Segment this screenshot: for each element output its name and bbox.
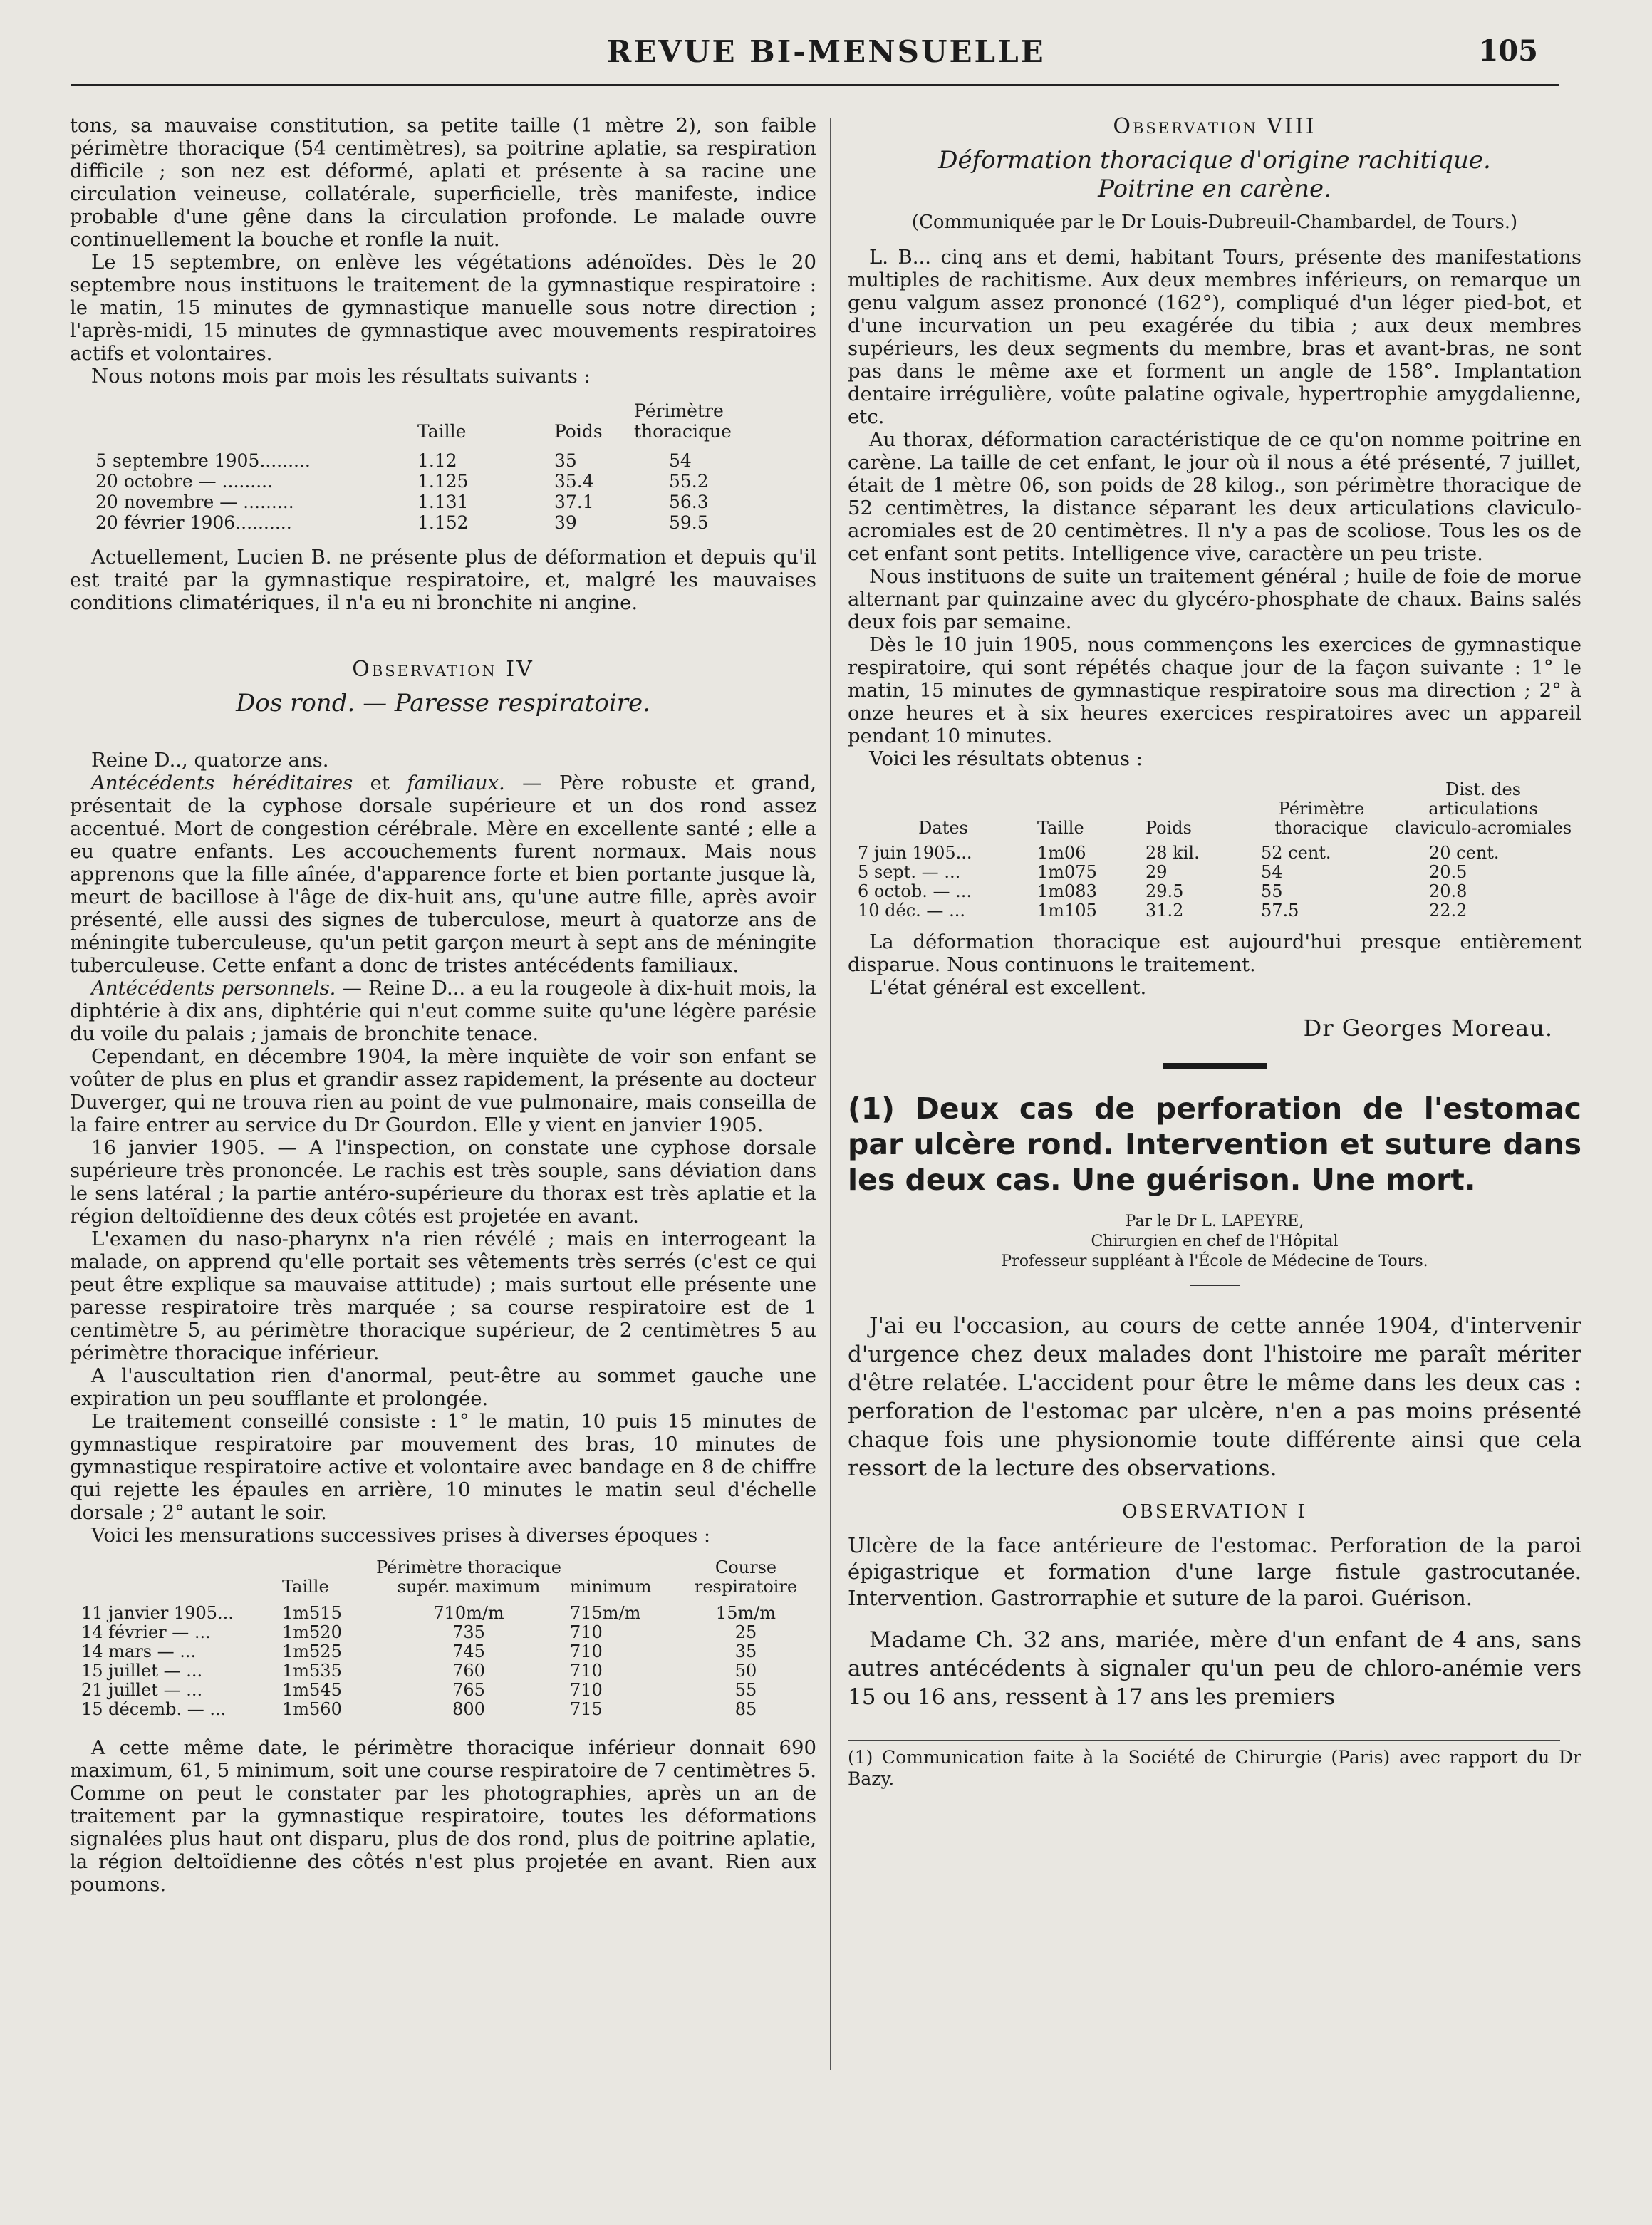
table-cell: 31.2 <box>1146 901 1184 920</box>
author-role: Chirurgien en chef de l'Hôpital <box>1091 1233 1339 1250</box>
table-header-cell: minimum <box>570 1577 652 1597</box>
page-header <box>71 34 1581 77</box>
table-cell: 1m560 <box>282 1699 342 1719</box>
table-cell: 59.5 <box>669 512 709 533</box>
italic-label: Antécédents personnels. <box>91 977 336 1000</box>
observation-subtitle: Dos rond. — Paresse respiratoire. <box>236 689 650 717</box>
table-cell: 54 <box>1261 862 1283 882</box>
table-header-cell: Poids <box>554 421 603 442</box>
table-header-row <box>91 400 804 442</box>
table-cell: 20 novembre — ......... <box>95 492 294 512</box>
paragraph: Dès le 10 juin 1905, nous commençons les exercices de gymnastique respiratoire, qui sont répétés chaque jour de la façon suivante : 1° le matin, 15 minutes de gymnastique respiratoire sous ma direction ; 2° à onze heures et à six heures exercices respiratoires avec un appareil pendant 10 minutes. <box>848 633 1581 747</box>
table-cell: 37.1 <box>554 492 594 512</box>
table-row <box>91 512 804 533</box>
table-cell: 1m06 <box>1037 843 1086 863</box>
paragraph: L'examen du naso-pharynx n'a rien révélé ; mais en interrogeant la malade, on apprend qu'elle portait ses vêtements très serrés (c'est ce qui peut être explique sa mauvaise attitude) ; mais surtout elle présente une paresse respiratoire très marquée ; sa course respiratoire est de 1 centimètre 5, au périmètre thoracique supérieur, de 2 centimètres 5 au périmètre thoracique inférieur. <box>70 1228 816 1364</box>
table-header-row <box>77 1558 818 1597</box>
table-cell: 20.5 <box>1429 862 1467 882</box>
table-row <box>91 450 804 471</box>
footnote: (1) Communication faite à la Société de Chirurgie (Paris) avec rapport du Dr Bazy. <box>848 1747 1581 1789</box>
subtitle-line: Déformation thoracique d'origine rachitique. <box>938 146 1491 175</box>
table-row <box>77 1681 818 1700</box>
table-cell: 20 octobre — ......... <box>95 471 274 492</box>
table-cell: 735 <box>452 1622 485 1642</box>
table-cell: 54 <box>669 450 692 471</box>
table-row <box>77 1642 818 1661</box>
paragraph: Actuellement, Lucien B. ne présente plus de déformation et depuis qu'il est traité par la gymnastique respiratoire, et, malgré les mauvaises conditions climatériques, il n'a eu ni bronchite ni angine. <box>70 546 816 614</box>
table-header-row <box>853 780 1580 838</box>
italic-label: Antécédents héréditaires <box>91 772 353 794</box>
paragraph: tons, sa mauvaise constitution, sa petite taille (1 mètre 2), son faible périmètre thoracique (54 centimètres), sa poitrine aplatie, sa respiration difficile ; son nez est déformé, aplati et présente à sa racine une circulation veineuse, collatérale, superficielle, très manifeste, indice probable d'une gêne dans la circulation profonde. Le malade ouvre continuellement la bouche et ronfle la nuit. <box>70 114 816 251</box>
paragraph: Madame Ch. 32 ans, mariée, mère d'un enfant de 4 ans, sans autres antécédents à signaler qu'un peu de chloro-anémie vers 15 ou 16 ans, ressent à 17 ans les premiers <box>848 1627 1581 1710</box>
table-cell: 35 <box>734 1641 757 1661</box>
table-row <box>853 863 1580 882</box>
table-lucien <box>91 400 804 533</box>
table-cell: 35 <box>554 450 577 471</box>
right-column <box>848 114 1581 1790</box>
table-cell: 800 <box>452 1699 485 1719</box>
left-column <box>70 114 816 1896</box>
table-cell: 1.152 <box>417 512 469 533</box>
table-cell: 29.5 <box>1146 881 1184 901</box>
table-header-cell: Taille <box>417 421 467 442</box>
table-cell: 1m083 <box>1037 881 1097 901</box>
table-cell: 1m520 <box>282 1622 342 1642</box>
text-span: — Reine D... a eu la rougeole à dix-huit mois, la diphtérie à dix ans, diphtérie qui n'eut comme suite qu'une légère parésie du voile du palais ; jamais de bronchite tenace. <box>70 977 816 1045</box>
paragraph <box>70 772 816 977</box>
byline <box>848 1212 1581 1272</box>
table-cell: 760 <box>452 1661 485 1681</box>
paragraph: A cette même date, le périmètre thoracique inférieur donnait 690 maximum, 61, 5 minimum, soit une course respiratoire de 7 centimètres 5. Comme on peut le constater par les photographies, après un an de traitement par la gymnastique respiratoire, toutes les déformations signalées plus haut ont disparu, plus de dos rond, plus de poitrine aplatie, la région deltoïdienne des côtés n'est plus projetée en avant. Rien aux poumons. <box>70 1736 816 1896</box>
journal-title: REVUE BI-MENSUELLE <box>606 34 1046 69</box>
table-row <box>91 492 804 512</box>
table-row <box>853 882 1580 901</box>
italic-label: familiaux. <box>407 772 505 794</box>
table-cell: 14 mars — ... <box>81 1641 197 1661</box>
paragraph: A l'auscultation rien d'anormal, peut-être au sommet gauche une expiration un peu soufflante et prolongée. <box>70 1364 816 1410</box>
table-cell: 715 <box>570 1699 603 1719</box>
table-row <box>77 1661 818 1681</box>
paragraph <box>70 977 816 1045</box>
column-divider <box>830 118 831 2070</box>
table-header-cell: Périmètre thoracique <box>634 400 732 442</box>
table-row <box>77 1700 818 1719</box>
table-cell: 20 cent. <box>1429 843 1500 863</box>
observation-heading: OBSERVATION I <box>1122 1501 1307 1523</box>
paragraph: L. B... cinq ans et demi, habitant Tours, présente des manifestations multiples de rachitisme. Aux deux membres inférieurs, on remarque un genu valgum assez prononcé (162°), compliqué d'un léger pied-bot, et d'une incurvation un peu exagérée du tibia ; aux deux membres supérieurs, les deux segments du membre, bras et avant-bras, ne sont pas dans le même axe et forment un angle de 158°. Implantation dentaire irrégulière, voûte palatine ogivale, hypertrophie amygdalienne, etc. <box>848 246 1581 428</box>
table-cell: 7 juin 1905... <box>858 843 972 863</box>
table-resultats <box>853 780 1580 920</box>
article-title: (1) Deux cas de perforation de l'estomac par ulcère rond. Intervention et suture dans les deux cas. Une guérison. Une mort. <box>848 1091 1581 1197</box>
table-cell: 1m105 <box>1037 901 1097 920</box>
table-cell: 15 juillet — ... <box>81 1661 203 1681</box>
table-cell: 39 <box>554 512 577 533</box>
table-header-cell: Taille <box>282 1577 329 1597</box>
table-cell: 10 déc. — ... <box>858 901 965 920</box>
table-cell: 1.125 <box>417 471 469 492</box>
paragraph: Nous instituons de suite un traitement général ; huile de foie de morue alternant par quinzaine avec du glycéro-phosphate de chaux. Bains salés deux fois par semaine. <box>848 565 1581 633</box>
paragraph: Voici les mensurations successives prises à diverses époques : <box>91 1524 711 1547</box>
table-header-cell: Taille <box>1037 818 1084 838</box>
table-cell: 1m545 <box>282 1680 342 1700</box>
table-cell: 55 <box>734 1680 757 1700</box>
table-cell: 710 <box>570 1641 603 1661</box>
table-cell: 1m535 <box>282 1661 342 1681</box>
table-cell: 55 <box>1261 881 1283 901</box>
table-cell: 25 <box>734 1622 757 1642</box>
observation-heading: Observation IV <box>352 657 534 682</box>
table-cell: 57.5 <box>1261 901 1299 920</box>
paragraph: 16 janvier 1905. — A l'inspection, on constate une cyphose dorsale supérieure très prononcée. Le rachis est très souple, sans déviation dans le sens latéral ; la partie antéro-supérieure du thorax est très aplatie et la région deltoïdienne des deux côtés est projetée en avant. <box>70 1136 816 1228</box>
table-cell: 55.2 <box>669 471 709 492</box>
paragraph: Ulcère de la face antérieure de l'estomac. Perforation de la paroi épigastrique et formation d'une large fistule gastrocutanée. Intervention. Gastrorraphie et suture de la paroi. Guérison. <box>848 1533 1581 1610</box>
communication-note: (Communiquée par le Dr Louis-Dubreuil-Chambardel, de Tours.) <box>911 212 1518 233</box>
table-cell: 14 février — ... <box>81 1622 211 1642</box>
paragraph: Voici les résultats obtenus : <box>869 747 1143 770</box>
table-row <box>853 901 1580 920</box>
table-row <box>77 1604 818 1623</box>
table-header-cell: Poids <box>1146 818 1192 838</box>
table-cell: 15m/m <box>715 1603 776 1623</box>
observation-subtitle <box>848 146 1581 203</box>
table-cell: 20.8 <box>1429 881 1467 901</box>
table-header-cell: Dates <box>918 818 968 838</box>
table-cell: 5 sept. — ... <box>858 862 961 882</box>
table-cell: 715m/m <box>570 1603 641 1623</box>
table-cell: 710 <box>570 1622 603 1642</box>
table-cell: 710 <box>570 1680 603 1700</box>
small-rule <box>1190 1285 1240 1286</box>
table-cell: 765 <box>452 1680 485 1700</box>
table-cell: 50 <box>734 1661 757 1681</box>
table-cell: 15 décemb. — ... <box>81 1699 227 1719</box>
table-cell: 710 <box>570 1661 603 1681</box>
table-row <box>91 442 804 450</box>
table-header-cell: Dist. des articulations claviculo-acromiales <box>1394 779 1572 838</box>
paragraph: J'ai eu l'occasion, au cours de cette année 1904, d'intervenir d'urgence chez deux malades dont l'histoire me paraît mériter d'être relatée. L'accident pour être le même dans les deux cas : perforation de l'estomac par ulcère, n'en a pas moins présenté chaque fois une physionomie toute différente ainsi que cela ressort de la lecture des observations. <box>848 1313 1581 1481</box>
table-cell: 52 cent. <box>1261 843 1331 863</box>
paragraph: Le 15 septembre, on enlève les végétations adénoïdes. Dès le 20 septembre nous instituons le traitement de la gymnastique respiratoire : le matin, 15 minutes de gymnastique manuelle sous notre direction ; l'après-midi, 15 minutes de gymnastique avec mouvements respiratoires actifs et volontaires. <box>70 251 816 365</box>
author-affiliation: Professeur suppléant à l'École de Médecine de Tours. <box>1001 1252 1428 1270</box>
table-header-cell <box>91 400 413 442</box>
table-cell: 20 février 1906.......... <box>95 512 292 533</box>
page-number: 105 <box>1478 34 1538 68</box>
observation-heading: Observation VIII <box>1113 114 1316 139</box>
table-cell: 85 <box>734 1699 757 1719</box>
table-cell: 22.2 <box>1429 901 1467 920</box>
section-separator <box>1163 1063 1267 1069</box>
table-cell: 11 janvier 1905... <box>81 1603 234 1623</box>
signature: Dr Georges Moreau. <box>1303 1015 1553 1042</box>
table-cell: 21 juillet — ... <box>81 1680 203 1700</box>
table-row <box>77 1623 818 1642</box>
paragraph: Cependant, en décembre 1904, la mère inquiète de voir son enfant se voûter de plus en plus et grandir assez rapidement, la présente au docteur Duverger, qui ne trouva rien au point de vue pulmonaire, mais conseilla de la faire entrer au service du Dr Gourdon. Elle y vient en janvier 1905. <box>70 1045 816 1136</box>
table-cell: 1m525 <box>282 1641 342 1661</box>
author: Par le Dr L. LAPEYRE, <box>1125 1213 1304 1230</box>
footnote-rule <box>848 1740 1560 1741</box>
table-header-cell: Course respiratoire <box>694 1557 798 1597</box>
table-cell: 1.12 <box>417 450 457 471</box>
table-cell: 6 octob. — ... <box>858 881 972 901</box>
paragraph: La déformation thoracique est aujourd'hui presque entièrement disparue. Nous continuons le traitement. <box>848 930 1581 976</box>
table-cell: 710m/m <box>433 1603 504 1623</box>
header-rule <box>71 84 1559 86</box>
text-span: — Père robuste et grand, présentait de la cyphose dorsale supérieure et un dos rond assez accentué. Mort de congestion cérébrale. Mère en excellente santé ; elle a eu quatre enfants. Les accouchements furent normaux. Mais nous apprenons que la fille aînée, d'apparence forte et bien portante jusque là, meurt de bacillose à l'âge de dix-huit ans, qu'une autre fille, après avoir présenté, elle aussi des signes de tuberculose, meurt à quatorze ans de méningite tuberculeuse, qu'un petit garçon meurt à sept ans de méningite tuberculeuse. Cette enfant a donc de tristes antécédents familiaux. <box>70 772 817 977</box>
table-cell: 1.131 <box>417 492 469 512</box>
paragraph: Au thorax, déformation caractéristique de ce qu'on nomme poitrine en carène. La taille de cet enfant, le jour où il nous a été présenté, 7 juillet, était de 1 mètre 06, son poids de 28 kilog., son périmètre thoracique de 52 centimètres, la distance séparant les deux articulations claviculo-acromiales est de 20 centimètres. Il n'y a pas de scoliose. Tous les os de cet enfant sont petits. Intelligence vive, caractère un peu triste. <box>848 428 1581 565</box>
table-row <box>853 844 1580 863</box>
table-header-cell: Périmètre thoracique supér. maximum <box>376 1557 561 1597</box>
table-mensurations <box>77 1558 818 1719</box>
subtitle-line: Poitrine en carène. <box>1098 175 1331 203</box>
table-cell: 1m075 <box>1037 862 1097 882</box>
paragraph: Le traitement conseillé consiste : 1° le matin, 10 puis 15 minutes de gymnastique respiratoire par mouvement des bras, 10 minutes de gymnastique respiratoire active et volontaire avec bandage en 8 de chiffre qui rejette les épaules en arrière, 10 minutes le matin seul d'échelle dorsale ; 2° autant le soir. <box>70 1410 816 1524</box>
table-header-cell <box>77 1558 278 1597</box>
paragraph: Nous notons mois par mois les résultats suivants : <box>91 365 591 388</box>
paragraph: L'état général est excellent. <box>869 976 1147 999</box>
table-cell: 1m515 <box>282 1603 342 1623</box>
table-row <box>91 471 804 492</box>
table-cell: 35.4 <box>554 471 594 492</box>
table-header-cell: Périmètre thoracique <box>1274 799 1368 838</box>
table-cell: 29 <box>1146 862 1168 882</box>
table-cell: 745 <box>452 1641 485 1661</box>
text-span: et <box>353 772 407 794</box>
paragraph: Reine D.., quatorze ans. <box>91 749 329 772</box>
table-cell: 56.3 <box>669 492 709 512</box>
table-cell: 28 kil. <box>1146 843 1200 863</box>
table-cell: 5 septembre 1905......... <box>95 450 311 471</box>
